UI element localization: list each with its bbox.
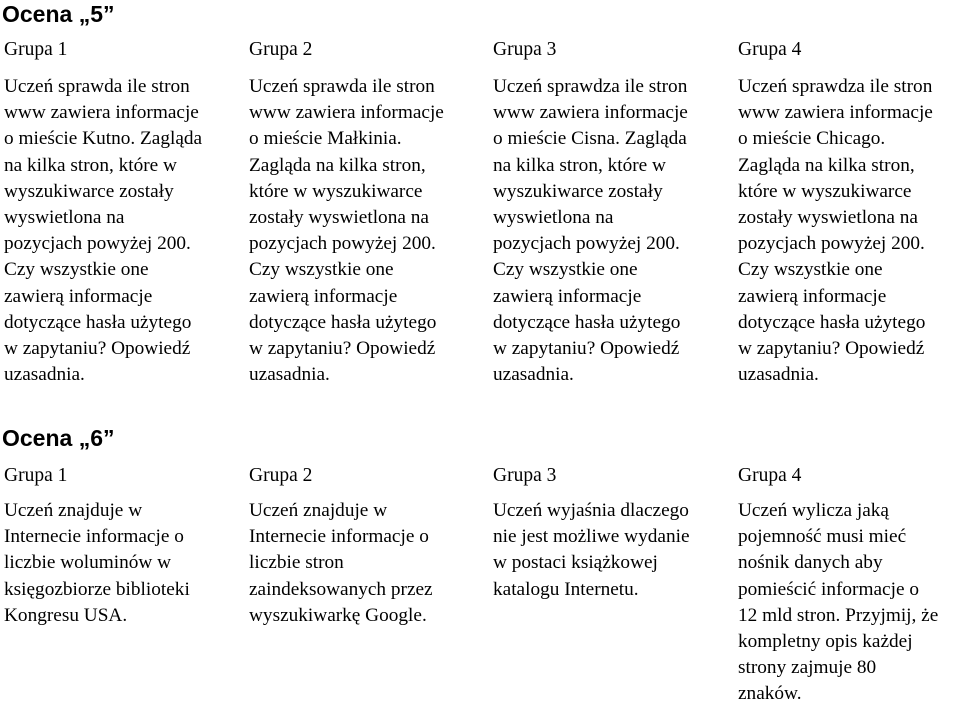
group-label: Grupa 4 xyxy=(738,465,802,486)
group-label: Grupa 3 xyxy=(493,39,557,60)
group-task-text: Uczeń znajduje w Internecie informacje o liczbie stron zaindeksowanych przez wyszukiwarkę Google. xyxy=(249,500,433,626)
group-label: Grupa 1 xyxy=(4,39,68,60)
group-label: Grupa 2 xyxy=(249,39,313,60)
group-label: Grupa 1 xyxy=(4,465,68,486)
group-task-text: Uczeń wyjaśnia dlaczego nie jest możliwe wydanie w postaci książkowej katalogu Internetu. xyxy=(493,500,690,600)
group-task-text: Uczeń sprawda ile stron www zawiera informacje o mieście Małkinia. Zagląda na kilka stron, które w wyszukiwarce zostały wyswietlona na pozycjach powyżej 200. Czy wszystkie one zawierą informacje dotyczące hasła użytego w zapytaniu? Opowiedź uzasadnia. xyxy=(249,76,444,386)
group-label: Grupa 4 xyxy=(738,39,802,60)
group-task-text: Uczeń znajduje w Internecie informacje o liczbie woluminów w księgozbiorze biblioteki Kongresu USA. xyxy=(4,500,190,626)
group-task-text: Uczeń sprawdza ile stron www zawiera informacje o mieście Chicago. Zagląda na kilka stron, które w wyszukiwarce zostały wyswietlona na pozycjach powyżej 200. Czy wszystkie one zawierą informacje dotyczące hasła użytego w zapytaniu? Opowiedź uzasadnia. xyxy=(738,76,933,386)
group-task-text: Uczeń wylicza jaką pojemność musi mieć nośnik danych aby pomieścić informacje o 12 mld stron. Przyjmij, że kompletny opis każdej strony zajmuje 80 znaków. xyxy=(738,500,939,705)
group-task-text: Uczeń sprawda ile stron www zawiera informacje o mieście Kutno. Zagląda na kilka stron, które w wyszukiwarce zostały wyswietlona na pozycjach powyżej 200. Czy wszystkie one zawierą informacje dotyczące hasła użytego w zapytaniu? Opowiedź uzasadnia. xyxy=(4,76,203,386)
group-label: Grupa 3 xyxy=(493,465,557,486)
group-task-text: Uczeń sprawdza ile stron www zawiera informacje o mieście Cisna. Zagląda na kilka stron, które w wyszukiwarce zostały wyswietlona na pozycjach powyżej 200. Czy wszystkie one zawierą informacje dotyczące hasła użytego w zapytaniu? Opowiedź uzasadnia. xyxy=(493,76,688,386)
group-label: Grupa 2 xyxy=(249,465,313,486)
section-title: Ocena „6” xyxy=(2,425,115,451)
section-title: Ocena „5” xyxy=(2,1,115,27)
